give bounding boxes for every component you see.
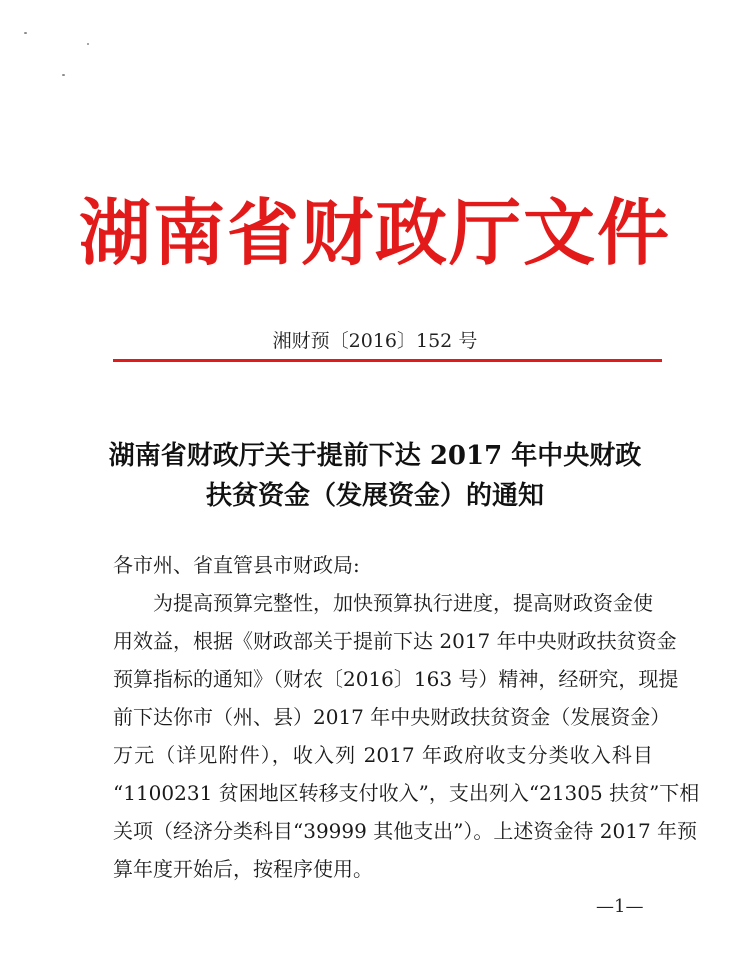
page-number: —1— [596, 896, 644, 917]
body-line: 前下达你市（州、县）2017 年中央财政扶贫资金（发展资金） [113, 705, 671, 729]
notice-title-line: 扶贫资金（发展资金）的通知 [205, 481, 544, 511]
document-banner-title: 湖南省财政厅文件 [78, 191, 671, 275]
body-line: 关项（经济分类科目“39999 其他支出”）。上述资金待 2017 年预 [113, 819, 698, 843]
document-number: 湘财预〔2016〕152 号 [272, 330, 478, 352]
body-line: 万元（详见附件），收入列 2017 年政府收支分类收入科目 [113, 743, 653, 767]
scan-speck [24, 32, 27, 34]
body-line: “1100231 贫困地区转移支付收入”，支出列入“21305 扶贫”下相 [113, 781, 700, 805]
notice-title [0, 436, 750, 516]
salutation: 各市州、省直管县市财政局: [113, 553, 360, 577]
body-line: 为提高预算完整性，加快预算执行进度，提高财政资金使 [153, 591, 653, 615]
body-line: 预算指标的通知》（财农〔2016〕163 号）精神，经研究，现提 [113, 667, 679, 691]
body-line: 算年度开始后，按程序使用。 [113, 857, 373, 881]
body-line: 用效益，根据《财政部关于提前下达 2017 年中央财政扶贫资金 [113, 629, 677, 653]
scan-speck [87, 43, 89, 45]
notice-body [113, 546, 700, 888]
scan-speck [62, 74, 65, 76]
red-divider-line [113, 359, 662, 362]
notice-title-line: 湖南省财政厅关于提前下达 2017 年中央财政 [108, 441, 642, 471]
